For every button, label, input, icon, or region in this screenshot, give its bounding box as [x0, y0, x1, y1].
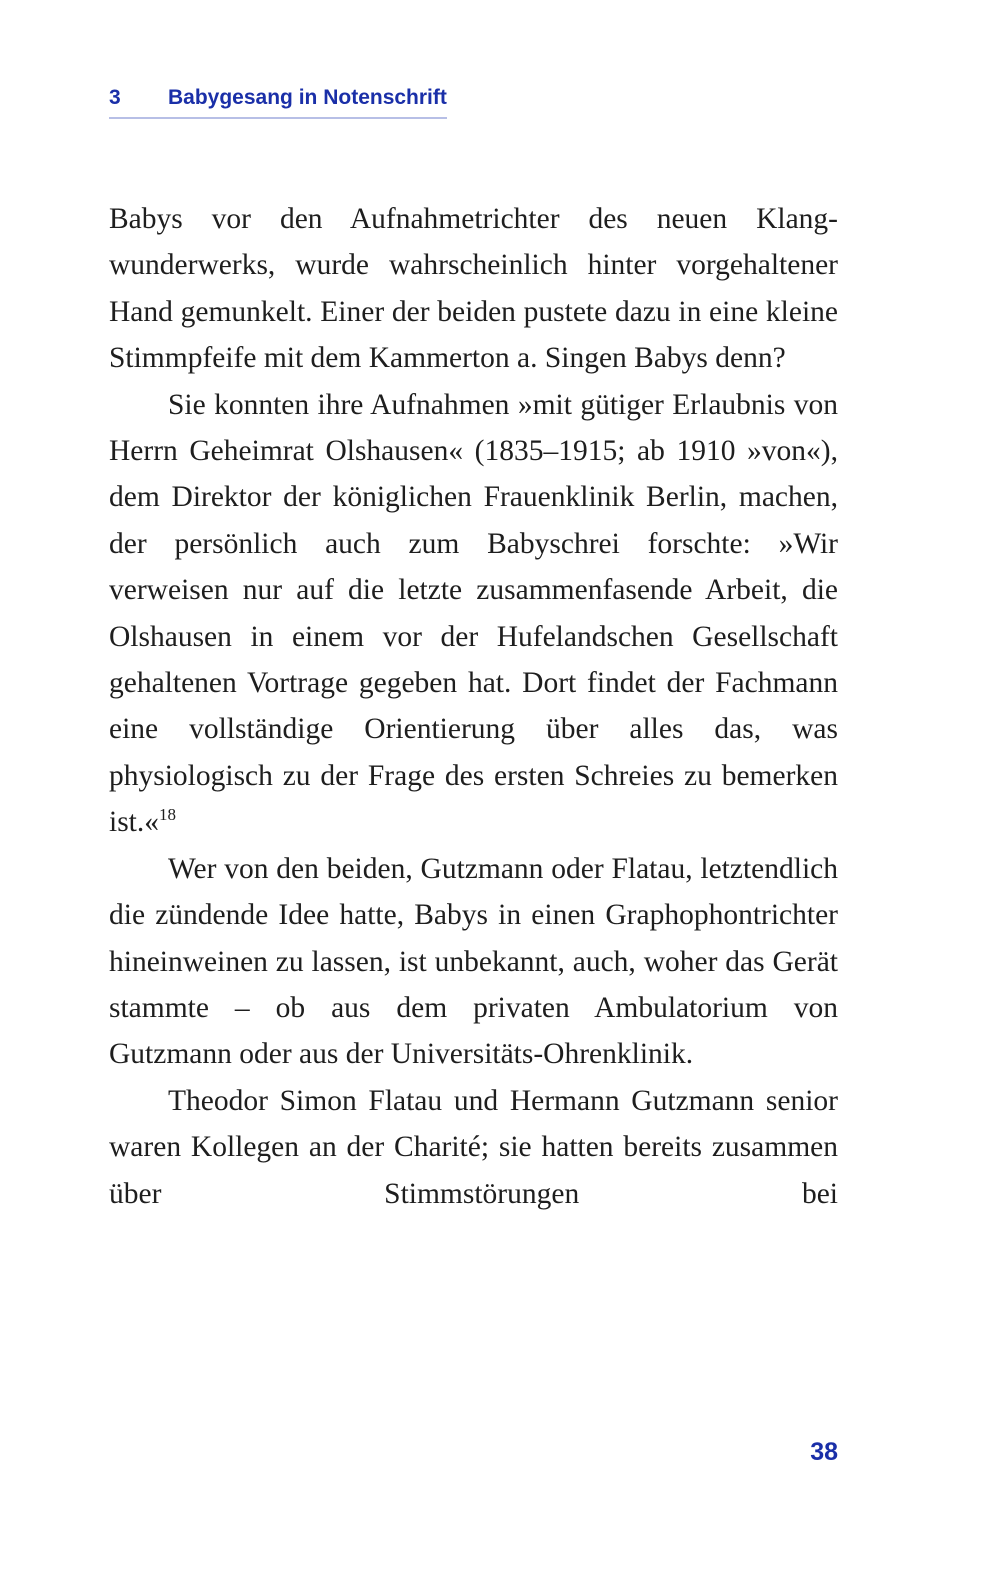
paragraph-3	[109, 846, 838, 1078]
paragraph-4	[109, 1078, 838, 1217]
chapter-title: Babygesang in Notenschrift	[168, 86, 447, 109]
body-text	[109, 196, 838, 1217]
paragraph-4-text: Theodor Simon Flatau und Hermann Gutzmann senior waren Kollegen an der Charité; sie hatten bereits zusammen über Stimmstörungen bei	[109, 1084, 838, 1210]
footnote-reference[interactable]: 18	[159, 805, 176, 825]
paragraph-1-text: Babys vor den Aufnahmetrichter des neuen Klangwunderwerks, wurde wahrscheinlich hinter vorgehaltener Hand gemunkelt. Einer der beiden pustete dazu in eine kleine Stimmpfeife mit dem Kammerton a. Singen Babys denn?	[109, 203, 838, 375]
paragraph-2	[109, 382, 838, 846]
chapter-number: 3	[109, 86, 121, 109]
paragraph-2-text: Sie konnten ihre Aufnahmen »mit gütiger Erlaubnis von Herrn Geheimrat Olshausen« (1835–1915; ab 1910 »von«), dem Direktor der königlichen Frauenklinik Berlin, machen, der persönlich auch zum Babyschrei forschte: »Wir verweisen nur auf die letzte zusammenfasende Arbeit, die Olshausen in einem vor der Hufelandschen Gesellschaft gehaltenen Vortrage gegeben hat. Dort findet der Fachmann eine vollständige Orientierung über alles das, was physiologisch zu der Frage des ersten Schreies zu bemerken ist.«	[109, 388, 838, 839]
paragraph-3-text: Wer von den beiden, Gutzmann oder Flatau, letztendlich die zündende Idee hatte, Babys in einen Graphophontrichter hineinweinen zu lassen, ist unbekannt, auch, woher das Gerät stammte – ob aus dem privaten Ambulatorium von Gutzmann oder aus der Universitäts-Ohrenklinik.	[109, 852, 838, 1071]
page-number: 38	[810, 1438, 838, 1466]
running-header	[109, 86, 447, 119]
paragraph-1	[109, 196, 838, 382]
